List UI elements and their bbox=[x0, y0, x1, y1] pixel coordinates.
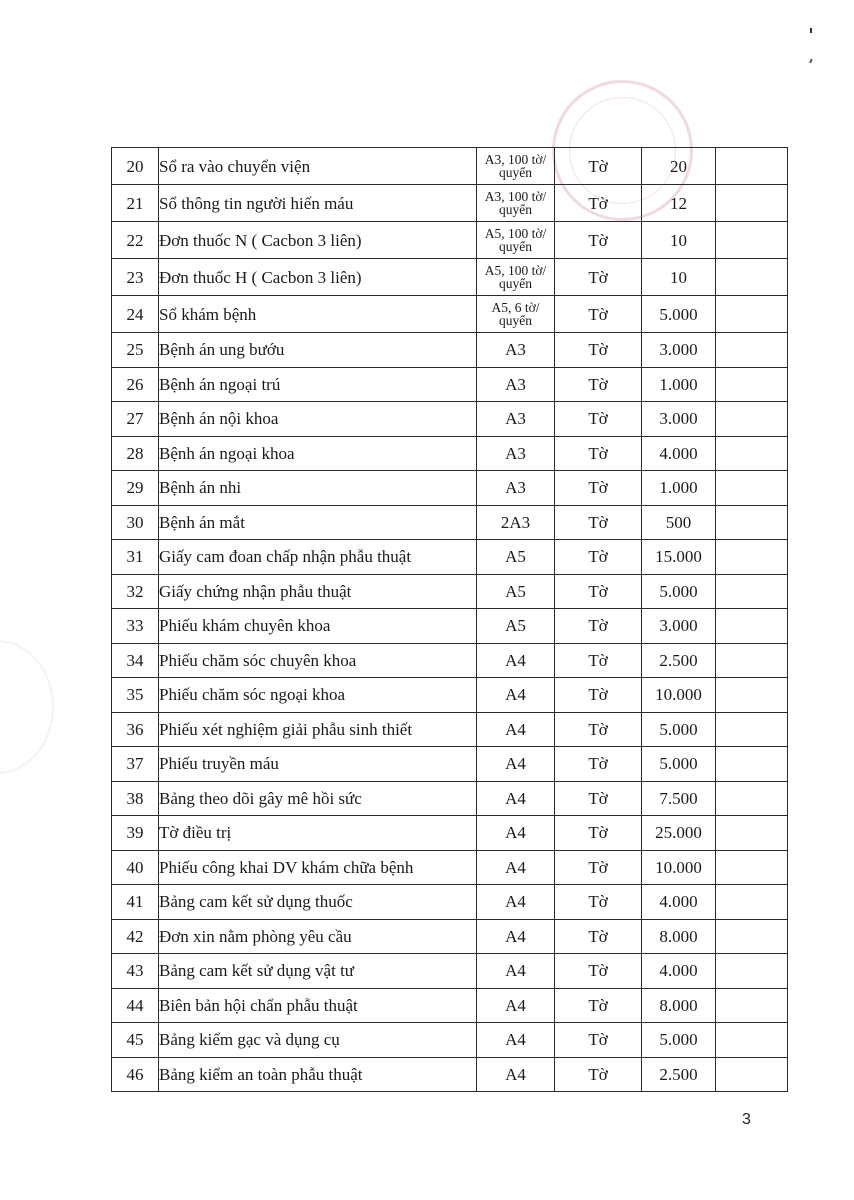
unit-cell: Tờ bbox=[555, 747, 642, 782]
paper-size-cell: A4 bbox=[477, 1023, 555, 1058]
note-cell bbox=[716, 1023, 788, 1058]
row-number-cell: 35 bbox=[112, 678, 159, 713]
quantity-cell: 10.000 bbox=[642, 678, 716, 713]
item-name-cell: Bệnh án ung bướu bbox=[159, 333, 477, 368]
table-row bbox=[112, 185, 788, 222]
row-number-cell: 24 bbox=[112, 296, 159, 333]
quantity-cell: 25.000 bbox=[642, 816, 716, 851]
quantity-cell: 20 bbox=[642, 148, 716, 185]
unit-cell: Tờ bbox=[555, 259, 642, 296]
unit-cell: Tờ bbox=[555, 296, 642, 333]
quantity-cell: 500 bbox=[642, 505, 716, 540]
scan-marks bbox=[808, 28, 814, 68]
row-number-cell: 45 bbox=[112, 1023, 159, 1058]
table-row bbox=[112, 471, 788, 506]
quantity-cell: 5.000 bbox=[642, 1023, 716, 1058]
paper-size-cell: A4 bbox=[477, 954, 555, 989]
table-row bbox=[112, 436, 788, 471]
table-row bbox=[112, 885, 788, 920]
paper-size-cell: A4 bbox=[477, 747, 555, 782]
note-cell bbox=[716, 222, 788, 259]
note-cell bbox=[716, 505, 788, 540]
note-cell bbox=[716, 885, 788, 920]
paper-size-cell: A5 bbox=[477, 574, 555, 609]
paper-size-cell: A3 bbox=[477, 471, 555, 506]
table-row bbox=[112, 259, 788, 296]
item-name-cell: Phiếu truyền máu bbox=[159, 747, 477, 782]
row-number-cell: 34 bbox=[112, 643, 159, 678]
table-row bbox=[112, 643, 788, 678]
supplies-table bbox=[111, 147, 788, 1092]
note-cell bbox=[716, 148, 788, 185]
quantity-cell: 2.500 bbox=[642, 643, 716, 678]
paper-size-cell: A4 bbox=[477, 919, 555, 954]
page-number: 3 bbox=[742, 1111, 751, 1128]
quantity-cell: 10 bbox=[642, 222, 716, 259]
item-name-cell: Sổ thông tin người hiến máu bbox=[159, 185, 477, 222]
item-name-cell: Phiếu chăm sóc chuyên khoa bbox=[159, 643, 477, 678]
note-cell bbox=[716, 781, 788, 816]
item-name-cell: Phiếu xét nghiệm giải phẫu sinh thiết bbox=[159, 712, 477, 747]
row-number-cell: 46 bbox=[112, 1057, 159, 1092]
item-name-cell: Sổ ra vào chuyển viện bbox=[159, 148, 477, 185]
faint-seal-mark bbox=[0, 640, 54, 774]
note-cell bbox=[716, 678, 788, 713]
item-name-cell: Bệnh án nội khoa bbox=[159, 402, 477, 437]
table-row bbox=[112, 609, 788, 644]
unit-cell: Tờ bbox=[555, 222, 642, 259]
row-number-cell: 37 bbox=[112, 747, 159, 782]
table-row bbox=[112, 747, 788, 782]
unit-cell: Tờ bbox=[555, 148, 642, 185]
item-name-cell: Bệnh án ngoại trú bbox=[159, 367, 477, 402]
paper-size-cell: A3 bbox=[477, 367, 555, 402]
item-name-cell: Bệnh án ngoại khoa bbox=[159, 436, 477, 471]
quantity-cell: 8.000 bbox=[642, 919, 716, 954]
unit-cell: Tờ bbox=[555, 781, 642, 816]
supplies-table-body bbox=[112, 148, 788, 1092]
row-number-cell: 22 bbox=[112, 222, 159, 259]
table-row bbox=[112, 781, 788, 816]
item-name-cell: Bảng theo dõi gây mê hồi sức bbox=[159, 781, 477, 816]
table-row bbox=[112, 850, 788, 885]
unit-cell: Tờ bbox=[555, 185, 642, 222]
quantity-cell: 15.000 bbox=[642, 540, 716, 575]
note-cell bbox=[716, 436, 788, 471]
note-cell bbox=[716, 185, 788, 222]
item-name-cell: Đơn thuốc H ( Cacbon 3 liên) bbox=[159, 259, 477, 296]
item-name-cell: Bảng kiểm an toàn phẫu thuật bbox=[159, 1057, 477, 1092]
item-name-cell: Đơn thuốc N ( Cacbon 3 liên) bbox=[159, 222, 477, 259]
table-row bbox=[112, 574, 788, 609]
item-name-cell: Giấy cam đoan chấp nhận phẫu thuật bbox=[159, 540, 477, 575]
row-number-cell: 38 bbox=[112, 781, 159, 816]
item-name-cell: Bệnh án nhi bbox=[159, 471, 477, 506]
paper-size-cell: A4 bbox=[477, 988, 555, 1023]
paper-size-cell: A4 bbox=[477, 678, 555, 713]
note-cell bbox=[716, 296, 788, 333]
quantity-cell: 10 bbox=[642, 259, 716, 296]
item-name-cell: Biên bản hội chẩn phẫu thuật bbox=[159, 988, 477, 1023]
unit-cell: Tờ bbox=[555, 367, 642, 402]
paper-size-cell: A3 bbox=[477, 333, 555, 368]
table-row bbox=[112, 148, 788, 185]
row-number-cell: 36 bbox=[112, 712, 159, 747]
row-number-cell: 44 bbox=[112, 988, 159, 1023]
row-number-cell: 28 bbox=[112, 436, 159, 471]
quantity-cell: 5.000 bbox=[642, 296, 716, 333]
table-row bbox=[112, 296, 788, 333]
quantity-cell: 1.000 bbox=[642, 471, 716, 506]
item-name-cell: Phiếu khám chuyên khoa bbox=[159, 609, 477, 644]
unit-cell: Tờ bbox=[555, 540, 642, 575]
paper-size-cell: A5, 6 tờ/ quyển bbox=[477, 296, 555, 333]
row-number-cell: 32 bbox=[112, 574, 159, 609]
unit-cell: Tờ bbox=[555, 712, 642, 747]
quantity-cell: 5.000 bbox=[642, 747, 716, 782]
table-row bbox=[112, 954, 788, 989]
item-name-cell: Bảng cam kết sử dụng vật tư bbox=[159, 954, 477, 989]
quantity-cell: 5.000 bbox=[642, 712, 716, 747]
table-row bbox=[112, 816, 788, 851]
paper-size-cell: A4 bbox=[477, 885, 555, 920]
unit-cell: Tờ bbox=[555, 574, 642, 609]
paper-size-cell: A5, 100 tờ/ quyển bbox=[477, 222, 555, 259]
row-number-cell: 21 bbox=[112, 185, 159, 222]
note-cell bbox=[716, 259, 788, 296]
row-number-cell: 25 bbox=[112, 333, 159, 368]
row-number-cell: 29 bbox=[112, 471, 159, 506]
paper-size-cell: A4 bbox=[477, 816, 555, 851]
paper-size-cell: A4 bbox=[477, 643, 555, 678]
paper-size-cell: A3, 100 tờ/ quyển bbox=[477, 148, 555, 185]
quantity-cell: 4.000 bbox=[642, 436, 716, 471]
row-number-cell: 40 bbox=[112, 850, 159, 885]
paper-size-cell: A4 bbox=[477, 712, 555, 747]
note-cell bbox=[716, 367, 788, 402]
unit-cell: Tờ bbox=[555, 609, 642, 644]
table-row bbox=[112, 540, 788, 575]
table-row bbox=[112, 367, 788, 402]
paper-size-cell: A3 bbox=[477, 402, 555, 437]
quantity-cell: 3.000 bbox=[642, 609, 716, 644]
unit-cell: Tờ bbox=[555, 333, 642, 368]
quantity-cell: 8.000 bbox=[642, 988, 716, 1023]
paper-size-cell: A5 bbox=[477, 540, 555, 575]
row-number-cell: 20 bbox=[112, 148, 159, 185]
table-row bbox=[112, 919, 788, 954]
row-number-cell: 27 bbox=[112, 402, 159, 437]
table-row bbox=[112, 222, 788, 259]
table-row bbox=[112, 1023, 788, 1058]
unit-cell: Tờ bbox=[555, 919, 642, 954]
note-cell bbox=[716, 402, 788, 437]
unit-cell: Tờ bbox=[555, 1057, 642, 1092]
row-number-cell: 43 bbox=[112, 954, 159, 989]
unit-cell: Tờ bbox=[555, 850, 642, 885]
paper-size-cell: A4 bbox=[477, 850, 555, 885]
item-name-cell: Giấy chứng nhận phẫu thuật bbox=[159, 574, 477, 609]
quantity-cell: 1.000 bbox=[642, 367, 716, 402]
item-name-cell: Bảng cam kết sử dụng thuốc bbox=[159, 885, 477, 920]
quantity-cell: 10.000 bbox=[642, 850, 716, 885]
note-cell bbox=[716, 574, 788, 609]
quantity-cell: 4.000 bbox=[642, 954, 716, 989]
table-row bbox=[112, 333, 788, 368]
paper-size-cell: 2A3 bbox=[477, 505, 555, 540]
row-number-cell: 30 bbox=[112, 505, 159, 540]
note-cell bbox=[716, 540, 788, 575]
note-cell bbox=[716, 919, 788, 954]
table-row bbox=[112, 988, 788, 1023]
table-row bbox=[112, 712, 788, 747]
table-row bbox=[112, 678, 788, 713]
unit-cell: Tờ bbox=[555, 678, 642, 713]
paper-size-cell: A5, 100 tờ/ quyển bbox=[477, 259, 555, 296]
item-name-cell: Đơn xin nằm phòng yêu cầu bbox=[159, 919, 477, 954]
row-number-cell: 39 bbox=[112, 816, 159, 851]
quantity-cell: 5.000 bbox=[642, 574, 716, 609]
paper-size-cell: A4 bbox=[477, 781, 555, 816]
row-number-cell: 23 bbox=[112, 259, 159, 296]
note-cell bbox=[716, 988, 788, 1023]
unit-cell: Tờ bbox=[555, 436, 642, 471]
unit-cell: Tờ bbox=[555, 988, 642, 1023]
paper-size-cell: A4 bbox=[477, 1057, 555, 1092]
table-row bbox=[112, 1057, 788, 1092]
table-row bbox=[112, 505, 788, 540]
note-cell bbox=[716, 609, 788, 644]
item-name-cell: Sổ khám bệnh bbox=[159, 296, 477, 333]
unit-cell: Tờ bbox=[555, 885, 642, 920]
note-cell bbox=[716, 471, 788, 506]
quantity-cell: 12 bbox=[642, 185, 716, 222]
paper-size-cell: A5 bbox=[477, 609, 555, 644]
unit-cell: Tờ bbox=[555, 505, 642, 540]
row-number-cell: 42 bbox=[112, 919, 159, 954]
note-cell bbox=[716, 747, 788, 782]
item-name-cell: Bảng kiểm gạc và dụng cụ bbox=[159, 1023, 477, 1058]
row-number-cell: 26 bbox=[112, 367, 159, 402]
note-cell bbox=[716, 712, 788, 747]
quantity-cell: 4.000 bbox=[642, 885, 716, 920]
unit-cell: Tờ bbox=[555, 402, 642, 437]
paper-size-cell: A3 bbox=[477, 436, 555, 471]
note-cell bbox=[716, 1057, 788, 1092]
item-name-cell: Bệnh án mắt bbox=[159, 505, 477, 540]
unit-cell: Tờ bbox=[555, 954, 642, 989]
note-cell bbox=[716, 333, 788, 368]
row-number-cell: 41 bbox=[112, 885, 159, 920]
quantity-cell: 3.000 bbox=[642, 333, 716, 368]
paper-size-cell: A3, 100 tờ/ quyển bbox=[477, 185, 555, 222]
item-name-cell: Phiếu công khai DV khám chữa bệnh bbox=[159, 850, 477, 885]
unit-cell: Tờ bbox=[555, 816, 642, 851]
item-name-cell: Phiếu chăm sóc ngoại khoa bbox=[159, 678, 477, 713]
item-name-cell: Tờ điều trị bbox=[159, 816, 477, 851]
note-cell bbox=[716, 643, 788, 678]
unit-cell: Tờ bbox=[555, 1023, 642, 1058]
quantity-cell: 2.500 bbox=[642, 1057, 716, 1092]
unit-cell: Tờ bbox=[555, 643, 642, 678]
note-cell bbox=[716, 850, 788, 885]
unit-cell: Tờ bbox=[555, 471, 642, 506]
table-row bbox=[112, 402, 788, 437]
row-number-cell: 33 bbox=[112, 609, 159, 644]
quantity-cell: 7.500 bbox=[642, 781, 716, 816]
row-number-cell: 31 bbox=[112, 540, 159, 575]
quantity-cell: 3.000 bbox=[642, 402, 716, 437]
note-cell bbox=[716, 816, 788, 851]
note-cell bbox=[716, 954, 788, 989]
